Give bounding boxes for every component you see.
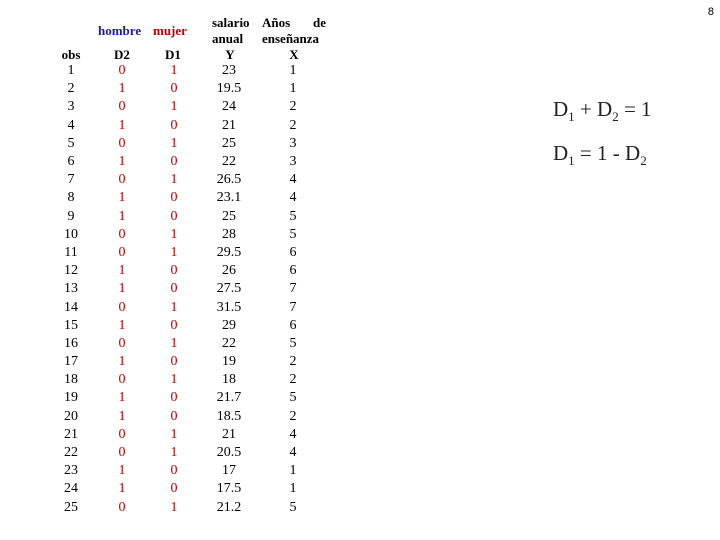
cell-x: 6: [289, 263, 297, 279]
page-number: 8: [707, 6, 714, 18]
cell-x: 1: [289, 63, 297, 79]
header-anual: anual: [212, 31, 244, 46]
cell-y: 22: [222, 154, 236, 170]
cell-x: 3: [289, 154, 297, 170]
cell-y: 24: [222, 99, 236, 115]
header-ensenanza: enseñanza: [262, 31, 320, 46]
table-row: [50, 153, 324, 171]
cell-d2: 1: [118, 463, 126, 479]
table-row: [50, 371, 324, 389]
cell-d1: 1: [170, 226, 178, 242]
table-row: [50, 171, 324, 189]
cell-obs: 2: [67, 81, 75, 97]
eq1-sub2: 2: [612, 109, 619, 125]
cell-obs: 16: [64, 335, 78, 351]
cell-y: 23.1: [216, 190, 242, 206]
cell-y: 18: [222, 372, 236, 388]
column-header-d2: D2: [114, 47, 130, 62]
cell-d2: 1: [118, 154, 126, 170]
cell-x: 1: [289, 481, 297, 497]
cell-obs: 3: [67, 99, 75, 115]
cell-d1: 0: [170, 463, 178, 479]
cell-obs: 18: [64, 372, 78, 388]
cell-d2: 1: [118, 408, 126, 424]
header-mujer: mujer: [153, 23, 187, 38]
cell-d1: 0: [170, 390, 178, 406]
eq1-sub1: 1: [568, 109, 575, 125]
cell-y: 25: [222, 135, 236, 151]
cell-d2: 1: [118, 481, 126, 497]
cell-y: 25: [222, 208, 236, 224]
eq1-d: D: [553, 97, 569, 121]
cell-d2: 1: [118, 117, 126, 133]
equation-substitution: [553, 141, 647, 169]
cell-d2: 1: [118, 81, 126, 97]
cell-y: 18.5: [216, 408, 242, 424]
cell-obs: 15: [64, 317, 78, 333]
column-header-y: Y: [225, 47, 235, 62]
table-row: [50, 98, 324, 116]
cell-x: 1: [289, 463, 297, 479]
cell-obs: 24: [64, 481, 78, 497]
cell-d1: 1: [170, 172, 178, 188]
table-row: [50, 462, 324, 480]
table-row: [50, 280, 324, 298]
cell-d1: 0: [170, 81, 178, 97]
cell-d2: 0: [118, 372, 126, 388]
table-row: [50, 226, 324, 244]
table-row: [50, 135, 324, 153]
cell-x: 2: [289, 408, 297, 424]
eq2-sub1: 1: [568, 153, 575, 169]
table-row: [50, 353, 324, 371]
cell-y: 20.5: [216, 445, 242, 461]
cell-d2: 1: [118, 390, 126, 406]
cell-d1: 0: [170, 481, 178, 497]
table-row: [50, 80, 324, 98]
table-row: [50, 426, 324, 444]
cell-obs: 6: [67, 154, 75, 170]
cell-d1: 1: [170, 499, 178, 515]
cell-obs: 23: [64, 463, 78, 479]
eq2-d: D: [553, 141, 569, 165]
cell-y: 19: [222, 354, 236, 370]
table-row: [50, 480, 324, 498]
table-row: [50, 244, 324, 262]
cell-d1: 0: [170, 117, 178, 133]
cell-y: 21.7: [216, 390, 242, 406]
cell-d2: 0: [118, 63, 126, 79]
table-row: [50, 262, 324, 280]
cell-obs: 1: [67, 63, 75, 79]
cell-obs: 5: [67, 135, 75, 151]
cell-y: 29: [222, 317, 236, 333]
eq2-mid: = 1 - D: [574, 141, 641, 165]
cell-y: 27.5: [216, 281, 242, 297]
cell-d2: 0: [118, 426, 126, 442]
cell-obs: 25: [64, 499, 78, 515]
cell-y: 26.5: [216, 172, 242, 188]
cell-x: 5: [289, 226, 297, 242]
table-row: [50, 499, 324, 517]
table-row: [50, 444, 324, 462]
cell-y: 21.2: [216, 499, 242, 515]
cell-x: 6: [289, 244, 297, 260]
cell-x: 4: [289, 190, 297, 206]
cell-y: 21: [222, 117, 236, 133]
cell-x: 7: [289, 281, 297, 297]
cell-obs: 22: [64, 445, 78, 461]
cell-obs: 12: [64, 263, 78, 279]
cell-x: 7: [289, 299, 297, 315]
cell-d1: 0: [170, 154, 178, 170]
cell-obs: 4: [67, 117, 75, 133]
cell-d2: 0: [118, 226, 126, 242]
cell-obs: 7: [67, 172, 75, 188]
cell-y: 17: [222, 463, 236, 479]
cell-x: 5: [289, 335, 297, 351]
cell-obs: 11: [64, 244, 78, 260]
cell-obs: 10: [64, 226, 78, 242]
column-header-obs: obs: [61, 47, 81, 62]
cell-x: 5: [289, 390, 297, 406]
cell-d1: 1: [170, 426, 178, 442]
cell-x: 2: [289, 372, 297, 388]
cell-d1: 0: [170, 317, 178, 333]
cell-d2: 1: [118, 317, 126, 333]
cell-y: 17.5: [216, 481, 242, 497]
cell-obs: 17: [64, 354, 78, 370]
cell-d1: 1: [170, 99, 178, 115]
cell-d1: 1: [170, 244, 178, 260]
cell-d2: 0: [118, 445, 126, 461]
cell-y: 23: [222, 63, 236, 79]
table-row: [50, 408, 324, 426]
cell-d2: 1: [118, 281, 126, 297]
cell-d1: 0: [170, 190, 178, 206]
cell-d2: 0: [118, 99, 126, 115]
cell-obs: 14: [64, 299, 78, 315]
table-row: [50, 189, 324, 207]
cell-y: 31.5: [216, 299, 242, 315]
table-row: [50, 389, 324, 407]
cell-d2: 0: [118, 499, 126, 515]
cell-y: 22: [222, 335, 236, 351]
column-header-d1: D1: [165, 47, 181, 62]
cell-d2: 1: [118, 354, 126, 370]
table-row: [50, 208, 324, 226]
data-table: [50, 62, 324, 517]
cell-x: 5: [289, 499, 297, 515]
cell-x: 1: [289, 81, 297, 97]
cell-y: 26: [222, 263, 236, 279]
eq2-sub2: 2: [640, 153, 647, 169]
cell-d1: 1: [170, 299, 178, 315]
cell-d1: 1: [170, 63, 178, 79]
table-body: [50, 62, 324, 517]
cell-x: 4: [289, 445, 297, 461]
cell-x: 2: [289, 99, 297, 115]
header-hombre: hombre: [98, 23, 142, 38]
cell-d2: 0: [118, 244, 126, 260]
cell-y: 21: [222, 426, 236, 442]
table-row: [50, 335, 324, 353]
cell-x: 4: [289, 172, 297, 188]
cell-y: 28: [222, 226, 236, 242]
cell-d2: 1: [118, 208, 126, 224]
cell-d2: 0: [118, 299, 126, 315]
cell-x: 4: [289, 426, 297, 442]
cell-x: 5: [289, 208, 297, 224]
cell-y: 29.5: [216, 244, 242, 260]
cell-obs: 21: [64, 426, 78, 442]
cell-d1: 0: [170, 208, 178, 224]
header-salario: salario: [212, 15, 250, 30]
cell-y: 19.5: [216, 81, 242, 97]
cell-d2: 1: [118, 190, 126, 206]
cell-d1: 0: [170, 263, 178, 279]
header-de: de: [313, 15, 326, 30]
table-row: [50, 317, 324, 335]
cell-d1: 1: [170, 372, 178, 388]
cell-obs: 8: [67, 190, 75, 206]
cell-obs: 20: [64, 408, 78, 424]
cell-d2: 0: [118, 135, 126, 151]
cell-d1: 1: [170, 135, 178, 151]
cell-d1: 0: [170, 281, 178, 297]
cell-d1: 0: [170, 408, 178, 424]
cell-x: 2: [289, 354, 297, 370]
cell-d1: 0: [170, 354, 178, 370]
eq1-mid: + D: [574, 97, 613, 121]
cell-obs: 19: [64, 390, 78, 406]
table-row: [50, 62, 324, 80]
eq1-tail: = 1: [618, 97, 652, 121]
cell-d2: 0: [118, 335, 126, 351]
equation-sum: [553, 97, 652, 125]
cell-x: 2: [289, 117, 297, 133]
cell-d1: 1: [170, 445, 178, 461]
cell-obs: 13: [64, 281, 78, 297]
table-row: [50, 117, 324, 135]
table-row: [50, 298, 324, 316]
cell-x: 6: [289, 317, 297, 333]
header-anos: Años: [262, 15, 291, 30]
cell-obs: 9: [67, 208, 75, 224]
cell-x: 3: [289, 135, 297, 151]
cell-d2: 1: [118, 263, 126, 279]
cell-d2: 0: [118, 172, 126, 188]
cell-d1: 1: [170, 335, 178, 351]
column-header-x: X: [289, 47, 299, 62]
